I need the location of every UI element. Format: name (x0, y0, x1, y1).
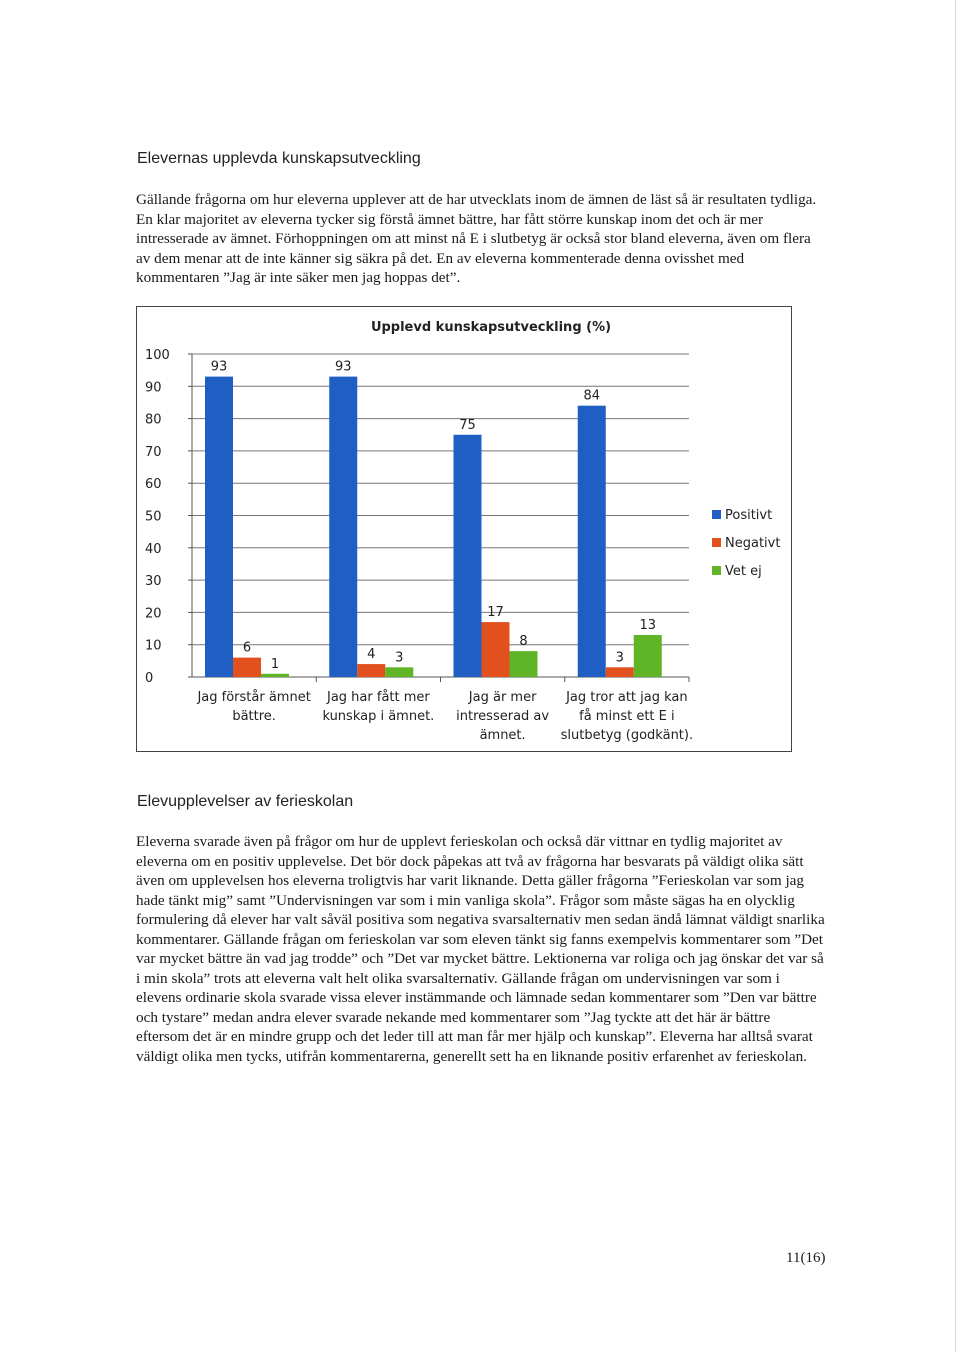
bar-chart (137, 307, 793, 753)
chart-title: Upplevd kunskapsutveckling (%) (370, 320, 612, 335)
legend-item-vet-ej (712, 564, 762, 579)
y-tick-label-60: 60 (145, 477, 162, 493)
bar-positivt (454, 435, 482, 677)
category-label: intresserad av (456, 709, 550, 724)
bar-negativt (482, 622, 510, 677)
bar-vet-ej (510, 651, 538, 677)
bar-negativt (233, 658, 261, 677)
bar-negativt (357, 664, 385, 677)
data-label-positivt: 84 (583, 388, 601, 404)
bar-positivt (329, 377, 357, 677)
data-label-positivt: 93 (210, 359, 228, 375)
y-tick-label-40: 40 (145, 541, 162, 557)
data-label-vet-ej: 1 (270, 656, 280, 672)
y-tick-label-30: 30 (145, 574, 162, 590)
y-tick-label-50: 50 (145, 509, 162, 525)
y-tick-label-80: 80 (145, 412, 162, 428)
bar-vet-ej (634, 635, 662, 677)
bar-positivt (205, 377, 233, 677)
data-label-vet-ej: 3 (395, 650, 404, 666)
category-label: få minst ett E i (579, 709, 675, 724)
category-label: Jag har fått mer (327, 690, 430, 705)
category-label: Jag är mer (468, 690, 537, 705)
bar-vet-ej (385, 667, 413, 677)
data-label-negativt: 3 (615, 650, 624, 666)
y-tick-label-10: 10 (145, 638, 162, 654)
legend-item-negativt (712, 536, 780, 551)
y-tick-label-70: 70 (145, 444, 162, 460)
category-label: kunskap i ämnet. (322, 709, 435, 724)
category-label: bättre. (232, 709, 276, 724)
page-number: 11(16) (786, 1250, 826, 1266)
category-label: Jag tror att jag kan (566, 690, 688, 705)
legend-label-vet-ej: Vet ej (725, 564, 762, 579)
page-edge (955, 0, 956, 1352)
legend-label-negativt: Negativt (725, 536, 781, 551)
data-label-negativt: 17 (487, 605, 504, 621)
legend-item-positivt (712, 508, 772, 523)
y-tick-label-90: 90 (145, 380, 162, 396)
data-label-vet-ej: 13 (639, 618, 657, 634)
y-tick-label-20: 20 (145, 606, 162, 622)
data-label-positivt: 93 (334, 359, 352, 375)
data-label-negativt: 4 (367, 647, 376, 663)
y-tick-label-100: 100 (145, 348, 170, 363)
data-label-negativt: 6 (242, 640, 252, 656)
data-label-positivt: 75 (459, 417, 476, 433)
data-label-vet-ej: 8 (519, 634, 528, 650)
legend-swatch-negativt (712, 538, 721, 547)
legend-swatch-positivt (712, 510, 721, 519)
bar-negativt (606, 667, 634, 677)
section-heading-kunskapsutveckling: Elevernas upplevda kunskapsutveckling (137, 150, 421, 167)
legend-swatch-vet-ej (712, 566, 721, 575)
category-label: Jag förstår ämnet (197, 690, 311, 705)
legend-label-positivt: Positivt (725, 508, 773, 523)
section-heading-ferieskolan: Elevupplevelser av ferieskolan (137, 793, 354, 810)
paragraph-ferieskolan: Eleverna svarade även på frågor om hur de upplevt ferieskolan och också där vittnar en tydlig majoritet av eleverna om en positiv upplevelse. Det bör dock påpekas att två av frågorna har besvarats på väldigt olika sätt även om upplevelsen hos eleverna troligtvis har varit liknande. Detta gäller frågorna ”Ferieskolan var som jag hade tänkt mig” samt ”Undervisningen var som i min vanliga skola”. Frågor som måste sägas ha en olycklig formulering då elever har valt såväl positiva som negativa svarsalternativ men sedan ändå lämnat väldigt snarlika kommentarer. Gällande frågan om ferieskolan var som eleven tänkt sig fanns exempelvis kommentarer som ”Det var mycket bättre än vad jag trodde” och ”Det var mycket bättre. Lektionerna var roliga och jag önskar det var så i min skola” trots att eleverna valt helt olika svarsalternativ. Gällande frågan om undervisningen var som i elevens ordinarie skola svarade vissa elever instämmande och lämnade sedan kommentarer som ”Den var bättre och tystare” medan andra elever svarade nekande med kommentarer som ”Jag tyckte att det här är bättre eftersom det är en mindre grupp och det leder till att man får mer hjälp och kunskap”. Eleverna har alltså svarat väldigt olika men tycks, utifrån kommentarerna, generellt sett ha en liknande positiv erfarenhet av ferieskolan. (136, 833, 825, 1065)
category-label: ämnet. (479, 728, 526, 743)
paragraph-kunskapsutveckling: Gällande frågorna om hur eleverna upplever att de har utvecklats inom de ämnen de läst så är resultaten tydliga. En klar majoritet av eleverna tycker sig förstå ämnet bättre, har fått större kunskap inom det och är mer intresserade av ämnet. Förhoppningen om att minst nå E i slutbetyg är också stor bland eleverna, även om flera av dem menar att de inte känner sig säkra på det. En av eleverna kommenterade denna ovisshet med kommentaren ”Jag är inte säker men jag hoppas det”. (136, 191, 817, 286)
chart-frame (136, 306, 792, 752)
bar-vet-ej (261, 674, 289, 677)
category-label: slutbetyg (godkänt). (560, 728, 694, 743)
y-tick-label-0: 0 (145, 671, 154, 686)
bar-positivt (578, 406, 606, 677)
